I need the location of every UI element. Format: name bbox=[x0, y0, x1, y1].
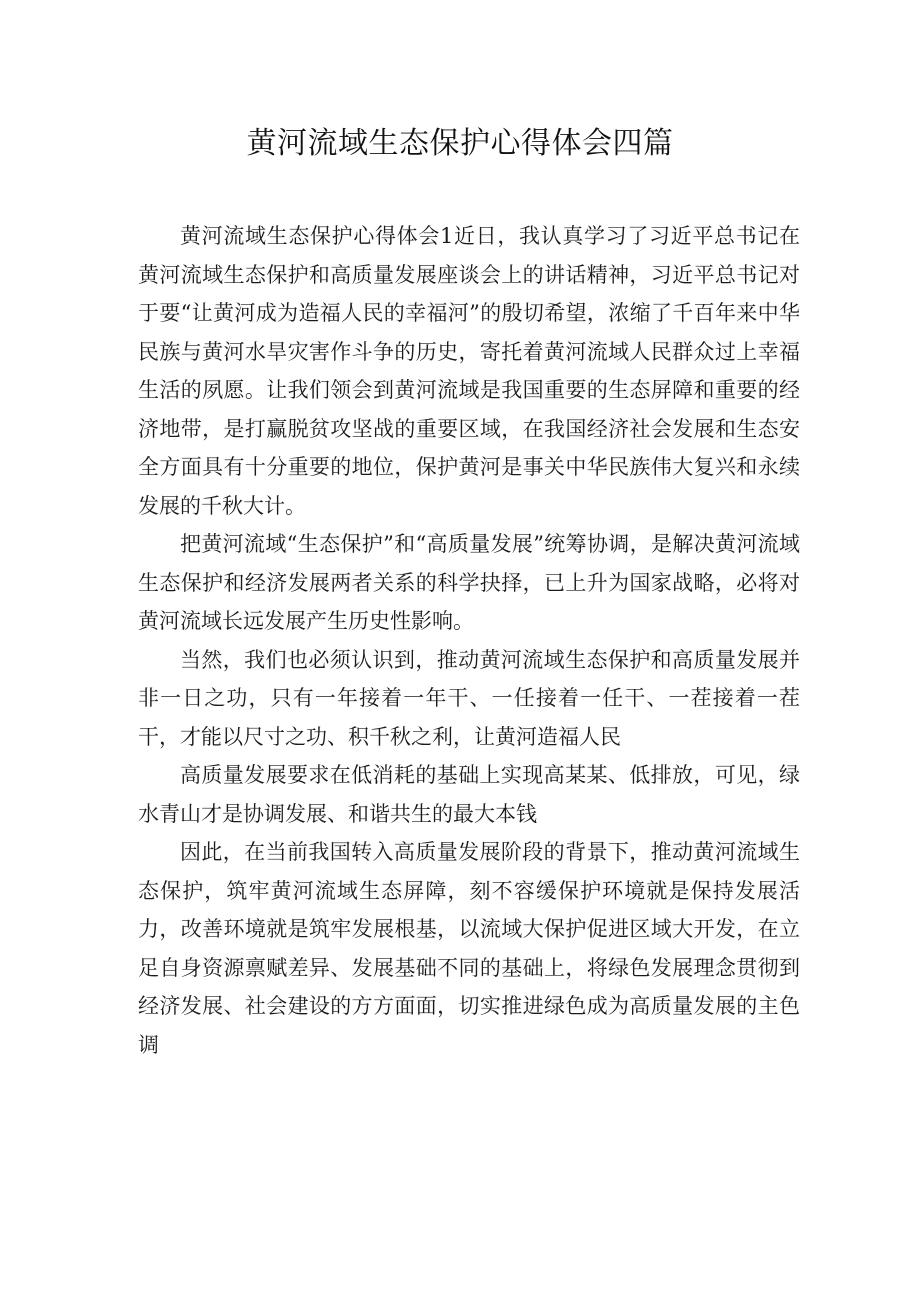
paragraph-4: 高质量发展要求在低消耗的基础上实现高某某、低排放，可见，绿水青山才是协调发展、和谐共生的最大本钱 bbox=[138, 763, 800, 826]
paragraph-3: 当然，我们也必须认识到，推动黄河流域生态保护和高质量发展并非一日之功，只有一年接着一年干、一任接着一任干、一茬接着一茬干，才能以尺寸之功、积千秋之利，让黄河造福人民 bbox=[138, 647, 800, 749]
document-body bbox=[138, 217, 800, 1064]
paragraph-1: 黄河流域生态保护心得体会1近日，我认真学习了习近平总书记在黄河流域生态保护和高质量发展座谈会上的讲话精神，习近平总书记对于要“让黄河成为造福人民的幸福河”的殷切希望，浓缩了千百年来中华民族与黄河水旱灾害作斗争的历史，寄托着黄河流域人民群众过上幸福生活的夙愿。让我们领会到黄河流域是我国重要的生态屏障和重要的经济地带，是打赢脱贫攻坚战的重要区域，在我国经济社会发展和生态安全方面具有十分重要的地位，保护黄河是事关中华民族伟大复兴和永续发展的千秋大计。 bbox=[138, 224, 800, 518]
document-title: 黄河流域生态保护心得体会四篇 bbox=[246, 126, 674, 161]
paragraph-5: 因此，在当前我国转入高质量发展阶段的背景下，推动黄河流域生态保护，筑牢黄河流域生态屏障，刻不容缓保护环境就是保持发展活力，改善环境就是筑牢发展根基，以流域大保护促进区域大开发，在立足自身资源禀赋差异、发展基础不同的基础上，将绿色发展理念贯彻到经济发展、社会建设的方方面面，切实推进绿色成为高质量发展的主色调 bbox=[138, 840, 800, 1057]
paragraph-2: 把黄河流域“生态保护”和“高质量发展”统筹协调，是解决黄河流域生态保护和经济发展两者关系的科学抉择，已上升为国家战略，必将对黄河流域长远发展产生历史性影响。 bbox=[138, 532, 800, 633]
